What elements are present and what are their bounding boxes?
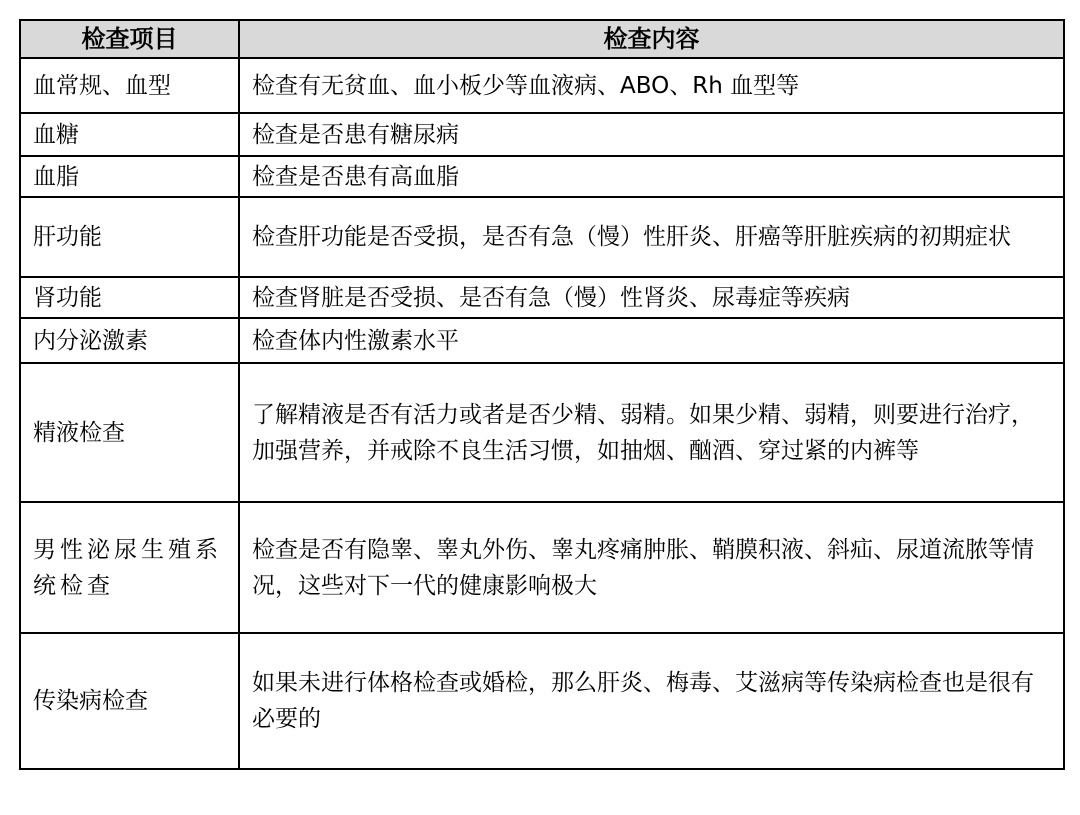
exam-content-cell: 检查肝功能是否受损，是否有急（慢）性肝炎、肝癌等肝脏疾病的初期症状 [239,197,1064,277]
table-row [20,277,1064,318]
exam-content-cell: 检查肾脏是否受损、是否有急（慢）性肾炎、尿毒症等疾病 [239,277,1064,318]
table-row [20,633,1064,769]
exam-content-cell: 如果未进行体格检查或婚检，那么肝炎、梅毒、艾滋病等传染病检查也是很有必要的 [239,633,1064,769]
exam-content-cell: 检查是否有隐睾、睾丸外伤、睾丸疼痛肿胀、鞘膜积液、斜疝、尿道流脓等情况，这些对下一代的健康影响极大 [239,502,1064,633]
header-exam-content: 检查内容 [239,20,1064,58]
exam-content-cell: 检查是否患有高血脂 [239,156,1064,197]
exam-content-cell: 检查体内性激素水平 [239,318,1064,363]
table-row [20,156,1064,197]
table-header-row [20,20,1064,58]
header-exam-item: 检查项目 [20,20,239,58]
exam-item-cell: 肾功能 [20,277,239,318]
exam-item-cell: 传染病检查 [20,633,239,769]
table-row [20,502,1064,633]
exam-item-cell: 肝功能 [20,197,239,277]
table-row [20,318,1064,363]
exam-item-cell: 内分泌激素 [20,318,239,363]
exam-item-cell: 血常规、血型 [20,58,239,113]
exam-content-cell: 了解精液是否有活力或者是否少精、弱精。如果少精、弱精，则要进行治疗，加强营养，并戒除不良生活习惯，如抽烟、酗酒、穿过紧的内裤等 [239,363,1064,502]
exam-content-cell: 检查有无贫血、血小板少等血液病、ABO、Rh 血型等 [239,58,1064,113]
exam-table [19,19,1065,770]
table-row [20,197,1064,277]
exam-item-cell: 血脂 [20,156,239,197]
exam-item-cell: 男性泌尿生殖系统检查 [20,502,239,633]
exam-content-cell: 检查是否患有糖尿病 [239,113,1064,156]
table-row [20,363,1064,502]
table-row [20,113,1064,156]
exam-item-cell: 精液检查 [20,363,239,502]
table-row [20,58,1064,113]
exam-item-cell: 血糖 [20,113,239,156]
